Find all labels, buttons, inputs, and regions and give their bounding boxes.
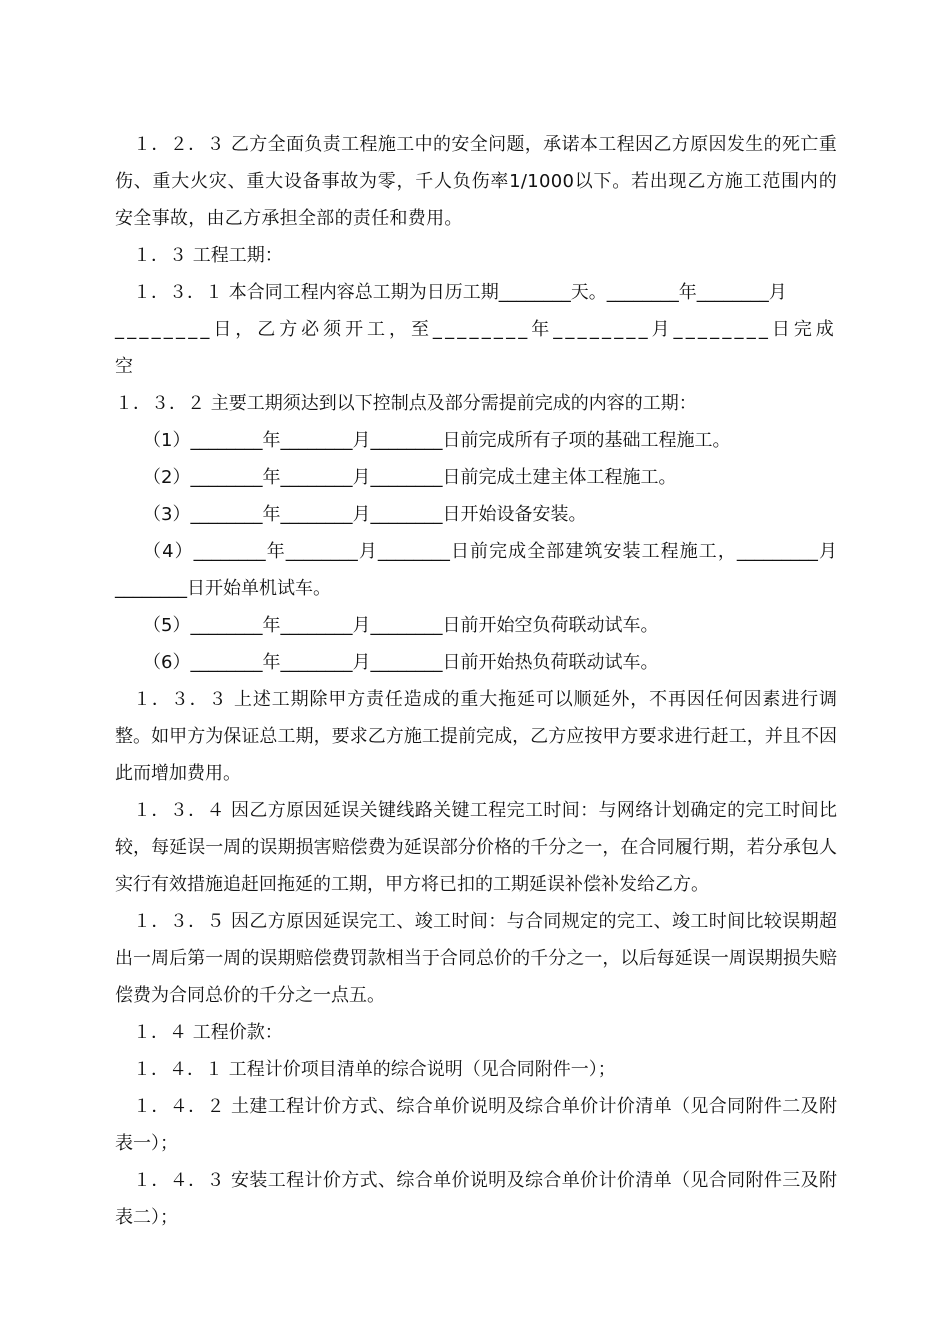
clause-1-3-3: １．３．３ 上述工期除甲方责任造成的重大拖延可以顺延外，不再因任何因素进行调整。如甲方为保证总工期，要求乙方施工提前完成，乙方应按甲方要求进行赶工，并且不因此而增加费用。 xyxy=(115,689,837,784)
section-1-3-heading: １．３ 工程工期： xyxy=(133,245,283,266)
clause-1-4-1: １．４．１ 工程计价项目清单的综合说明（见合同附件一）； xyxy=(133,1059,616,1080)
clause-1-2-3: １．２．３ 乙方全面负责工程施工中的安全问题，承诺本工程因乙方原因发生的死亡重伤、重大火灾、重大设备事故为零，千人负伤率1/1000以下。若出现乙方施工范围内的安全事故，由乙方承担全部的责任和费用。 xyxy=(115,134,837,229)
section-1-4-heading: １．４ 工程价款： xyxy=(133,1022,283,1043)
milestone-3: （3）________年________月________日开始设备安装。 xyxy=(143,504,587,525)
clause-1-4-2: １．４．２ 土建工程计价方式、综合单价说明及综合单价计价清单（见合同附件二及附表一）； xyxy=(115,1096,837,1154)
clause-1-3-5: １．３．５ 因乙方原因延误完工、竣工时间：与合同规定的完工、竣工时间比较误期超出一周后第一周的误期赔偿费罚款相当于合同总价的千分之一，以后每延误一周误期损失赔偿费为合同总价的千分之一点五。 xyxy=(115,911,837,1006)
milestone-2: （2）________年________月________日前完成土建主体工程施工。 xyxy=(143,467,677,488)
document-page xyxy=(115,126,837,1236)
milestone-1: （1）________年________月________日前完成所有子项的基础工程施工。 xyxy=(143,430,731,451)
milestone-6: （6）________年________月________日前开始热负荷联动试车。 xyxy=(143,652,659,673)
clause-1-3-2: １．３．２ 主要工期须达到以下控制点及部分需提前完成的内容的工期： xyxy=(115,393,697,414)
clause-1-3-1-line2: ________日，乙方必须开工，至________年________月________日完成空 xyxy=(115,319,837,377)
milestone-5: （5）________年________月________日前开始空负荷联动试车。 xyxy=(143,615,659,636)
milestone-4: （4）________年________月________日前完成全部建筑安装工程施工，_________月________日开始单机试车。 xyxy=(115,541,837,599)
clause-1-3-1-line1: １．３．１ 本合同工程内容总工期为日历工期________天。________年________月 xyxy=(133,282,787,303)
clause-1-4-3: １．４．３ 安装工程计价方式、综合单价说明及综合单价计价清单（见合同附件三及附表二）； xyxy=(115,1170,837,1228)
clause-1-3-4: １．３．４ 因乙方原因延误关键线路关键工程完工时间：与网络计划确定的完工时间比较，每延误一周的误期损害赔偿费为延误部分价格的千分之一，在合同履行期，若分承包人实行有效措施追赶回拖延的工期，甲方将已扣的工期延误补偿补发给乙方。 xyxy=(115,800,837,895)
